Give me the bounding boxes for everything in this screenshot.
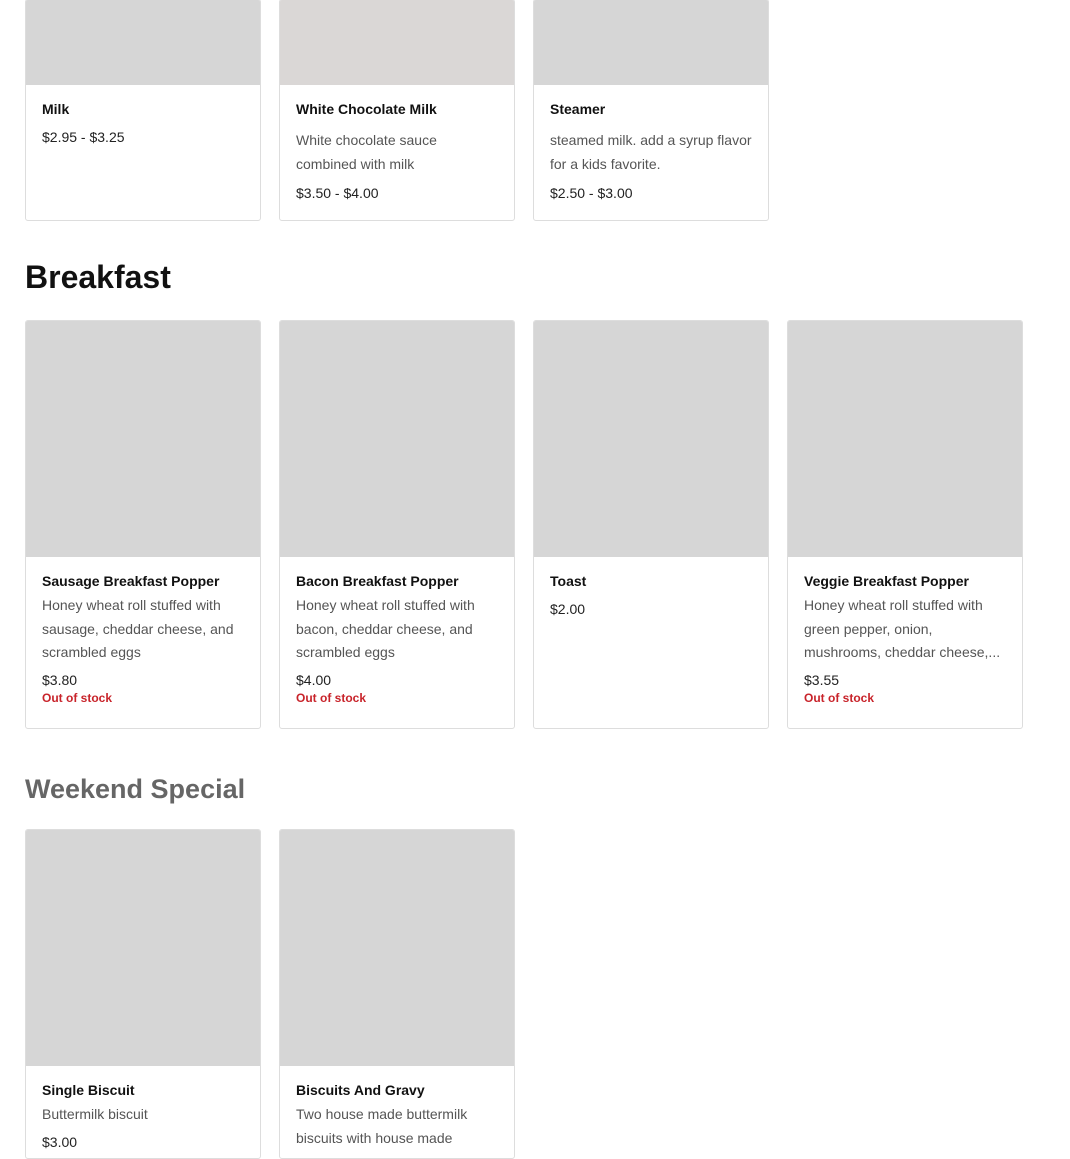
item-name: Biscuits And Gravy <box>296 1082 425 1098</box>
item-image <box>26 321 260 557</box>
item-image <box>280 830 514 1066</box>
item-description: Honey wheat roll stuffed with green pepper, onion, mushrooms, cheddar cheese,... <box>804 597 1001 660</box>
item-description: Honey wheat roll stuffed with sausage, cheddar cheese, and scrambled eggs <box>42 597 234 660</box>
item-image <box>280 0 514 85</box>
menu-item-card[interactable] <box>279 829 515 1159</box>
item-name: White Chocolate Milk <box>296 101 437 117</box>
item-description: White chocolate sauce combined with milk <box>296 132 437 172</box>
item-price: $4.00 <box>296 671 332 688</box>
menu-item-card[interactable] <box>533 320 769 729</box>
item-name: Steamer <box>550 101 606 117</box>
menu-item-card[interactable] <box>25 829 261 1159</box>
item-price: $2.50 - $3.00 <box>550 185 633 201</box>
item-name: Sausage Breakfast Popper <box>42 573 220 589</box>
section-title-weekend-special: Weekend Special <box>25 774 246 804</box>
item-image <box>26 830 260 1066</box>
item-price: $2.00 <box>550 601 586 617</box>
section-title-breakfast: Breakfast <box>25 259 171 295</box>
item-name: Single Biscuit <box>42 1082 135 1098</box>
item-image <box>534 0 768 85</box>
item-name: Veggie Breakfast Popper <box>804 573 969 589</box>
item-description: Buttermilk biscuit <box>42 1106 148 1122</box>
item-price: $3.55 <box>804 671 840 688</box>
item-name: Milk <box>42 101 70 117</box>
item-description: Two house made buttermilk biscuits with house made <box>296 1106 468 1146</box>
item-image <box>534 321 768 557</box>
item-price: $3.80 <box>42 671 78 688</box>
menu-item-card[interactable] <box>25 320 261 729</box>
item-image <box>280 321 514 557</box>
item-name: Toast <box>550 573 587 589</box>
out-of-stock-badge: Out of stock <box>42 690 113 705</box>
item-image <box>788 321 1022 557</box>
item-description: steamed milk. add a syrup flavor for a kids favorite. <box>550 132 752 172</box>
menu-item-card[interactable] <box>279 320 515 729</box>
item-description: Honey wheat roll stuffed with bacon, cheddar cheese, and scrambled eggs <box>296 597 475 660</box>
out-of-stock-badge: Out of stock <box>804 690 875 705</box>
menu-item-card[interactable] <box>279 0 515 221</box>
item-name: Bacon Breakfast Popper <box>296 573 459 589</box>
item-image <box>26 0 260 85</box>
menu-item-card[interactable] <box>787 320 1023 729</box>
menu-item-card[interactable] <box>533 0 769 221</box>
out-of-stock-badge: Out of stock <box>296 690 367 705</box>
item-price: $3.50 - $4.00 <box>296 185 379 201</box>
item-price: $3.00 <box>42 1133 78 1150</box>
menu-item-card[interactable] <box>25 0 261 221</box>
item-price: $2.95 - $3.25 <box>42 129 125 145</box>
